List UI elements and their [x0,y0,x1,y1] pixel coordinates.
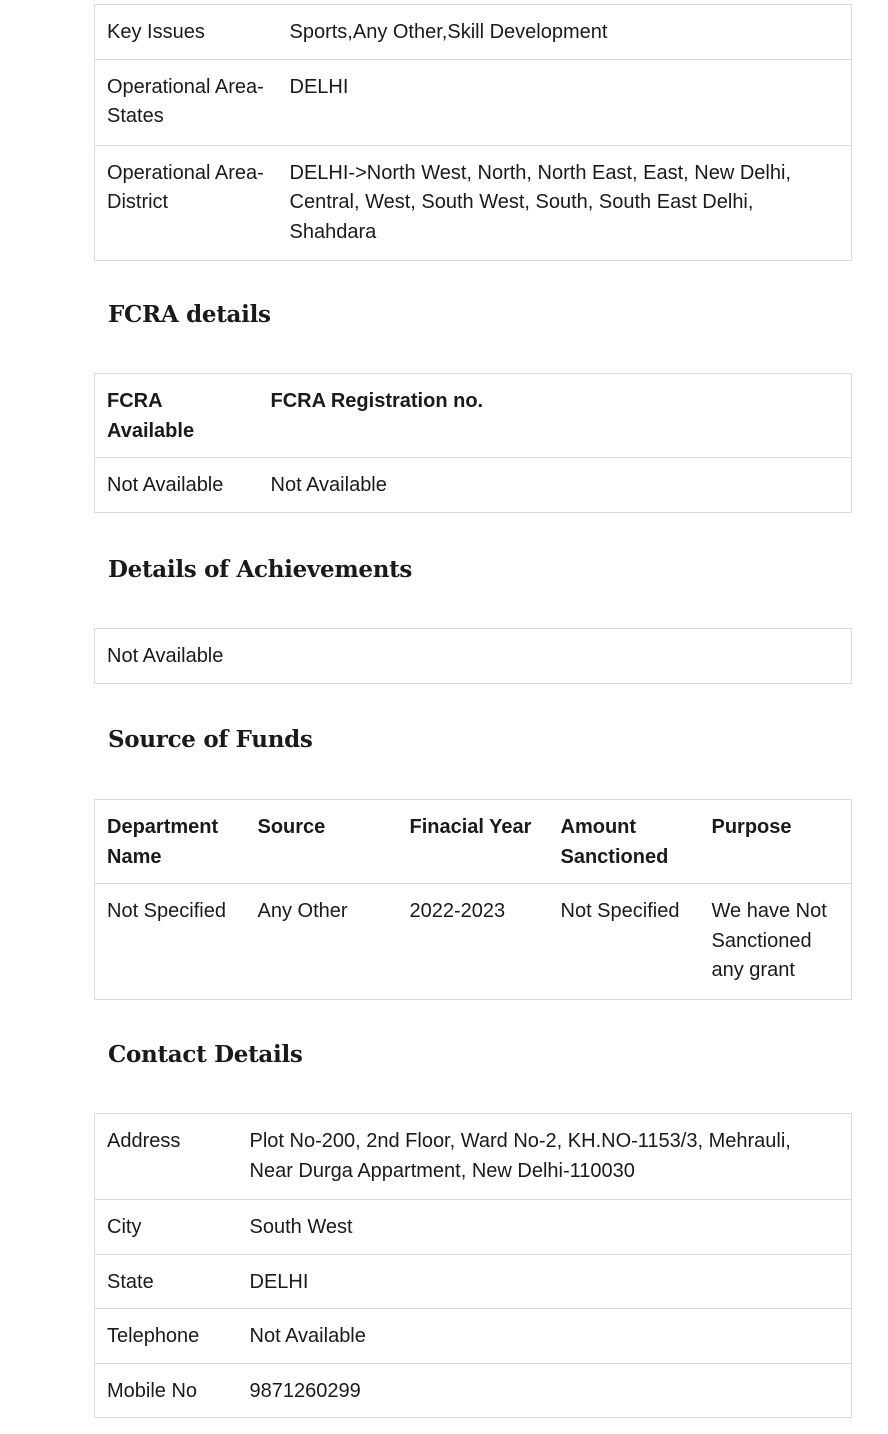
table-row [95,1363,852,1418]
table-header-row [95,374,852,458]
key-issues-value: Sports,Any Other,Skill Development [278,5,852,60]
table-row [95,1309,852,1364]
fcra-registration-header: FCRA Registration no. [259,374,852,458]
department-name-value: Not Specified [95,884,246,1000]
operational-district-label: Operational Area-District [95,145,278,261]
contact-section-title: Contact Details [108,1041,303,1068]
department-name-header: Department Name [95,800,246,884]
table-row [95,884,852,1000]
funds-section-title: Source of Funds [108,726,313,753]
fcra-table [94,373,852,513]
achievements-table [94,628,852,684]
operational-states-label: Operational Area-States [95,59,278,145]
purpose-value: We have Not Sanctioned any grant [700,884,852,1000]
funds-table [94,799,852,1000]
city-label: City [95,1200,238,1255]
address-value: Plot No-200, 2nd Floor, Ward No-2, KH.NO-1153/3, Mehrauli, Near Durga Appartment, New Delhi-110030 [238,1114,852,1200]
financial-year-value: 2022-2023 [398,884,549,1000]
financial-year-header: Finacial Year [398,800,549,884]
table-row [95,629,852,684]
purpose-header: Purpose [700,800,852,884]
telephone-value: Not Available [238,1309,852,1364]
table-header-row [95,800,852,884]
city-value: South West [238,1200,852,1255]
table-row [95,59,852,145]
amount-sanctioned-value: Not Specified [549,884,700,1000]
source-value: Any Other [246,884,398,1000]
contact-table [94,1113,852,1418]
address-label: Address [95,1114,238,1200]
telephone-label: Telephone [95,1309,238,1364]
table-row [95,5,852,60]
table-row [95,1114,852,1200]
mobile-value: 9871260299 [238,1363,852,1418]
achievements-value: Not Available [95,629,852,684]
operational-table [94,4,852,261]
fcra-available-header: FCRA Available [95,374,259,458]
table-row [95,458,852,513]
fcra-section-title: FCRA details [108,301,271,328]
state-value: DELHI [238,1254,852,1309]
fcra-registration-value: Not Available [259,458,852,513]
table-row [95,1200,852,1255]
fcra-available-value: Not Available [95,458,259,513]
achievements-section-title: Details of Achievements [108,556,413,583]
source-header: Source [246,800,398,884]
state-label: State [95,1254,238,1309]
operational-states-value: DELHI [278,59,852,145]
table-row [95,1254,852,1309]
operational-district-value: DELHI->North West, North, North East, East, New Delhi, Central, West, South West, South, South East Delhi, Shahdara [278,145,852,261]
key-issues-label: Key Issues [95,5,278,60]
table-row [95,145,852,261]
mobile-label: Mobile No [95,1363,238,1418]
amount-sanctioned-header: Amount Sanctioned [549,800,700,884]
